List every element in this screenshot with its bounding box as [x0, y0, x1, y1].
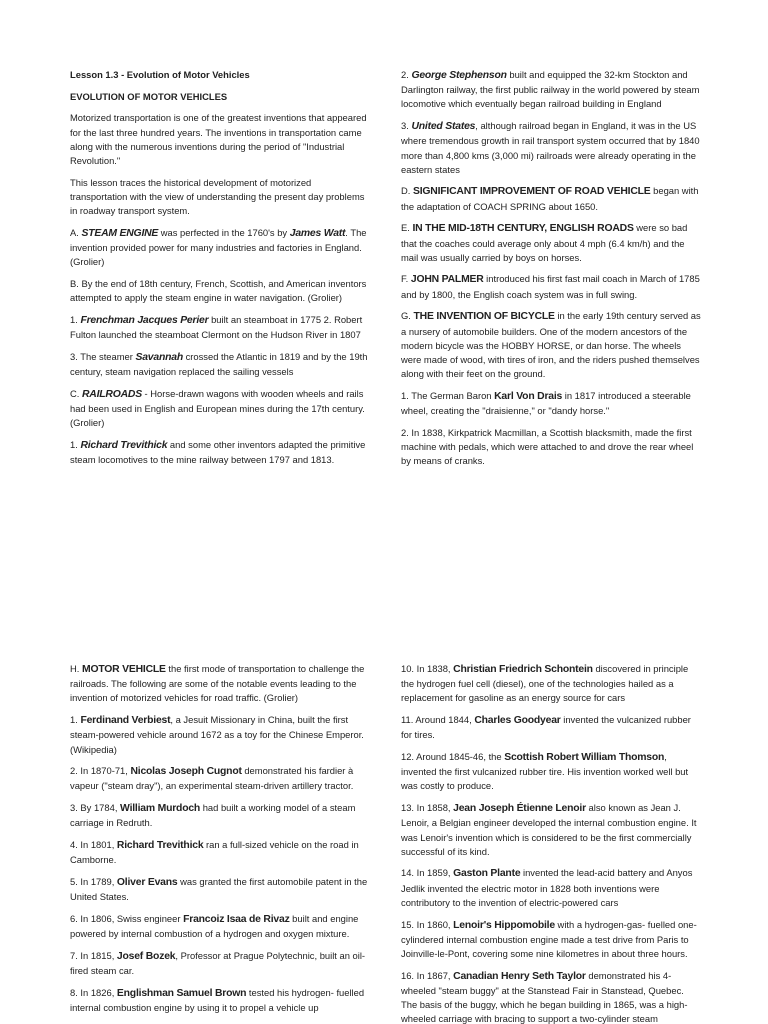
paragraph-text: was perfected in the 1760's by	[158, 226, 290, 238]
paragraph	[401, 309, 701, 381]
paragraph-text: were so bad that the coaches could average only about 4 mph (6.4 km/h) and the mail was usually carried by boys on horses.	[401, 222, 688, 263]
paragraph	[401, 801, 701, 859]
paragraph-text: , invented the first vulcanized rubber tire. His invention worked well but was costly to produce.	[401, 751, 689, 792]
paragraph-text: tested his hydrogen- fuelled internal combustion engine by using it to propel a vehicle up	[70, 986, 365, 1013]
paragraph-text: built and equipped the 32-km Stockton and Darlington railway, the first public railway in the world powered by steam locomotive which eventually began railroad building in England	[401, 69, 700, 110]
paragraph	[70, 438, 370, 467]
paragraph	[401, 184, 701, 213]
paragraph-text: introduced his first fast mail coach in March of 1785 and by 1800, the English coach system was in full swing.	[401, 273, 700, 300]
paragraph-text: 5. In 1789,	[70, 875, 117, 887]
highlighted-term: Francoiz Isaa de Rivaz	[183, 913, 290, 925]
highlighted-term: Christian Friedrich Schontein	[453, 664, 593, 675]
paragraph	[401, 389, 701, 418]
highlighted-term: Gaston Plante	[453, 868, 521, 880]
highlighted-term: RAILROADS	[81, 388, 142, 400]
paragraph	[70, 713, 370, 757]
paragraph-text: 4. In 1801,	[70, 839, 117, 851]
paragraph-text: E.	[401, 222, 413, 234]
paragraph-text: 13. In 1858,	[401, 802, 454, 814]
paragraph-text: , although railroad began in England, it was in the US where tremendous growth in rail transport system occurred that by 1840 more than 4,800 kms (3,000 mi) railroads were already operating in the eastern states	[401, 120, 700, 175]
highlighted-term: IN THE MID-18TH CENTURY, ENGLISH ROADS	[412, 223, 634, 235]
paragraph-text: invented the vulcanized rubber for tires.	[401, 714, 691, 741]
paragraph-text: in the early 19th century served as a nursery of automobile builders. One of the modern ancestors of the modern bicycle was the HOBBY HORSE, or dan horse. The wheels were made of wood, with tires of iron, and the riders pushed themselves along with their feet on the ground.	[401, 310, 701, 380]
highlighted-term: Lenoir's Hippomobile	[453, 919, 555, 931]
paragraph-text: ran a full-sized vehicle on the road in Camborne.	[70, 839, 359, 866]
paragraph	[70, 350, 370, 379]
highlighted-term: Scottish Robert William Thomson	[504, 752, 665, 764]
paragraph	[401, 750, 701, 794]
paragraph-text: . The invention provided power for many industries and factories in England. (Grolier)	[70, 226, 367, 268]
highlighted-term: Ferdinand Verbiest	[80, 715, 171, 727]
paragraph-text: 15. In 1860,	[401, 918, 454, 930]
page1-left-column	[70, 68, 370, 475]
highlighted-term: Canadian Henry Seth Taylor	[453, 970, 586, 982]
paragraph-text: - Horse-drawn wagons with wooden wheels and rails had been used in English and European mines during the 17th century. (Grolier)	[70, 387, 365, 429]
highlighted-term: Frenchman Jacques Perier	[80, 314, 209, 326]
highlighted-term: Englishman Samuel Brown	[116, 987, 247, 999]
paragraph-text: discovered in principle the hydrogen fuel cell (diesel), one of the technologies hailed as a replacement for gasoline as an energy source for cars	[401, 663, 689, 704]
section-heading: Lesson 1.3 - Evolution of Motor Vehicles	[70, 69, 250, 80]
highlighted-term: Karl Von Drais	[494, 390, 563, 402]
paragraph	[401, 969, 701, 1024]
paragraph-text: H.	[70, 663, 82, 674]
highlighted-term: United States	[411, 121, 476, 133]
page2-left-column	[70, 662, 370, 1023]
paragraph-text: , a Jesuit Missionary in China, built the first steam-powered vehicle around 1672 as a toy for the Chinese Emperor. (Wikipedia)	[70, 714, 364, 755]
paragraph-text: 1.	[70, 438, 81, 450]
paragraph-text: invented the lead-acid battery and Anyos Jedlik invented the electric motor in 1828 both inventions were contributory to the invention of electric-powered cars	[401, 867, 693, 908]
paragraph-text: 2. In 1838, Kirkpatrick Macmillan, a Scottish blacksmith, made the first machine with pedals, which were attached to and drove the rear wheel by means of cranks.	[401, 426, 694, 467]
paragraph-text: 7. In 1815,	[70, 949, 117, 961]
page1-right-column	[401, 68, 701, 476]
paragraph-text: 11. Around 1844,	[401, 714, 475, 726]
paragraph-text: 12. Around 1845-46, the	[401, 751, 505, 763]
paragraph-text: A.	[70, 226, 82, 238]
paragraph-text: This lesson traces the historical development of motorized transportation with the view of understanding the present day problems in roadway transport system.	[70, 176, 365, 217]
highlighted-term: Richard Trevithick	[80, 439, 168, 451]
paragraph-text: 3. By 1784,	[70, 802, 121, 814]
paragraph-text: 8. In 1826,	[70, 986, 117, 998]
paragraph	[401, 866, 701, 910]
paragraph-text: , Professor at Prague Polytechnic, built an oil-fired steam car.	[70, 949, 366, 976]
paragraph	[401, 68, 701, 112]
highlighted-term: Richard Trevithick	[116, 840, 204, 852]
paragraph-text: with a hydrogen-gas- fuelled one-cylindered internal combustion engine made a test drive from Paris to Joinville-le-Pont, covering some nine kilometres in about three hours.	[401, 918, 697, 959]
paragraph	[401, 713, 701, 742]
highlighted-term: Savannah	[135, 351, 183, 363]
section-heading: EVOLUTION OF MOTOR VEHICLES	[70, 90, 228, 102]
paragraph	[70, 313, 370, 342]
paragraph-text: had built a working model of a steam carriage in Redruth.	[70, 802, 356, 829]
highlighted-term: William Murdoch	[120, 803, 201, 815]
paragraph	[70, 764, 370, 793]
paragraph-text: 1.	[70, 313, 81, 325]
paragraph-text: built and engine powered by internal combustion of a hydrogen and oxygen mixture.	[70, 912, 359, 940]
paragraph-text: began with the adaptation of COACH SPRING about 1650.	[401, 185, 699, 212]
paragraph-text: crossed the Atlantic in 1819 and by the 19th century, steam navigation replaced the sailing vessels	[70, 350, 368, 377]
paragraph-text: 6. In 1806, Swiss engineer	[70, 912, 184, 924]
paragraph	[70, 875, 370, 904]
document-page-2	[0, 646, 768, 1024]
paragraph	[70, 662, 370, 706]
paragraph	[70, 949, 370, 978]
paragraph	[70, 111, 370, 168]
paragraph-text: the first mode of transportation to challenge the railroads. The following are some of the notable events leading to the invention of motorized vehicles for road traffic. (Grolier)	[70, 663, 365, 704]
highlighted-term: SIGNIFICANT IMPROVEMENT OF ROAD VEHICLE	[412, 186, 651, 198]
highlighted-term: MOTOR VEHICLE	[81, 664, 166, 675]
paragraph	[70, 838, 370, 867]
highlighted-term: James Watt	[289, 227, 346, 239]
highlighted-term: Oliver Evans	[116, 876, 178, 888]
highlighted-term: THE INVENTION OF BICYCLE	[413, 311, 555, 323]
paragraph	[401, 272, 701, 301]
paragraph-text: built an steamboat in 1775 2. Robert Fulton launched the steamboat Clermont on the Hudson River in 1807	[70, 313, 363, 341]
highlighted-term: Charles Goodyear	[474, 715, 561, 727]
paragraph-text: 1. The German Baron	[401, 389, 495, 401]
paragraph-text: G.	[401, 310, 414, 322]
highlighted-term: Jean Joseph Étienne Lenoir	[453, 803, 586, 815]
highlighted-term: JOHN PALMER	[410, 274, 484, 286]
paragraph-text: 3.	[401, 120, 412, 132]
paragraph-text: B. By the end of 18th century, French, Scottish, and American inventors attempted to apply the steam engine in water navigation. (Grolier)	[70, 277, 367, 304]
paragraph	[401, 662, 701, 706]
paragraph-text: 16. In 1867,	[401, 969, 454, 981]
paragraph-text: 10. In 1838,	[401, 663, 454, 674]
paragraph-text: demonstrated his 4-wheeled "steam buggy" at the Stanstead Fair in Stanstead, Quebec. The basis of the buggy, which he began building in 1865, was a high-wheeled carriage with bracing to support a two-cylinder steam	[401, 969, 688, 1024]
paragraph-text: F.	[401, 273, 411, 285]
paragraph	[70, 226, 370, 270]
paragraph-text: 1.	[70, 714, 81, 726]
paragraph	[70, 176, 370, 219]
page2-right-column	[401, 662, 701, 1024]
paragraph	[401, 918, 701, 962]
paragraph	[401, 119, 701, 177]
highlighted-term: Josef Bozek	[116, 950, 176, 962]
paragraph-text: 3. The steamer	[70, 350, 136, 362]
highlighted-term: STEAM ENGINE	[81, 227, 159, 239]
paragraph-text: Motorized transportation is one of the greatest inventions that appeared for the last three hundred years. The inventions in transportation came along with the numerous inventions during the period of "Industrial Revolution."	[70, 112, 367, 167]
paragraph	[70, 277, 370, 305]
paragraph-text: was granted the first automobile patent in the United States.	[70, 875, 368, 903]
paragraph-text: also known as Jean J. Lenoir, a Belgian engineer developed the internal combustion engine. It was Lenoir's invention which is considered to be the first commercially successful of its kind.	[401, 802, 697, 857]
paragraph	[401, 426, 701, 469]
paragraph	[401, 221, 701, 265]
paragraph-text: in 1817 introduced a steerable wheel, creating the "draisienne," or "dandy horse."	[401, 389, 691, 417]
paragraph-text: demonstrated his fardier à vapeur ("steam dray"), an experimental steam-driven artillery tractor.	[70, 765, 354, 792]
paragraph-text: 2. In 1870-71,	[70, 765, 131, 777]
paragraph-text: 2.	[401, 69, 412, 80]
paragraph-text: 14. In 1859,	[401, 867, 454, 879]
paragraph	[70, 801, 370, 830]
paragraph-text: D.	[401, 185, 413, 197]
paragraph	[70, 387, 370, 431]
highlighted-term: George Stephenson	[411, 70, 507, 81]
paragraph	[70, 912, 370, 941]
highlighted-term: Nicolas Joseph Cugnot	[130, 766, 242, 778]
paragraph-text: and some other inventors adapted the primitive steam locomotives to the mine railway between 1797 and 1813.	[70, 438, 366, 465]
paragraph-text: C.	[70, 387, 82, 399]
paragraph	[70, 986, 370, 1015]
